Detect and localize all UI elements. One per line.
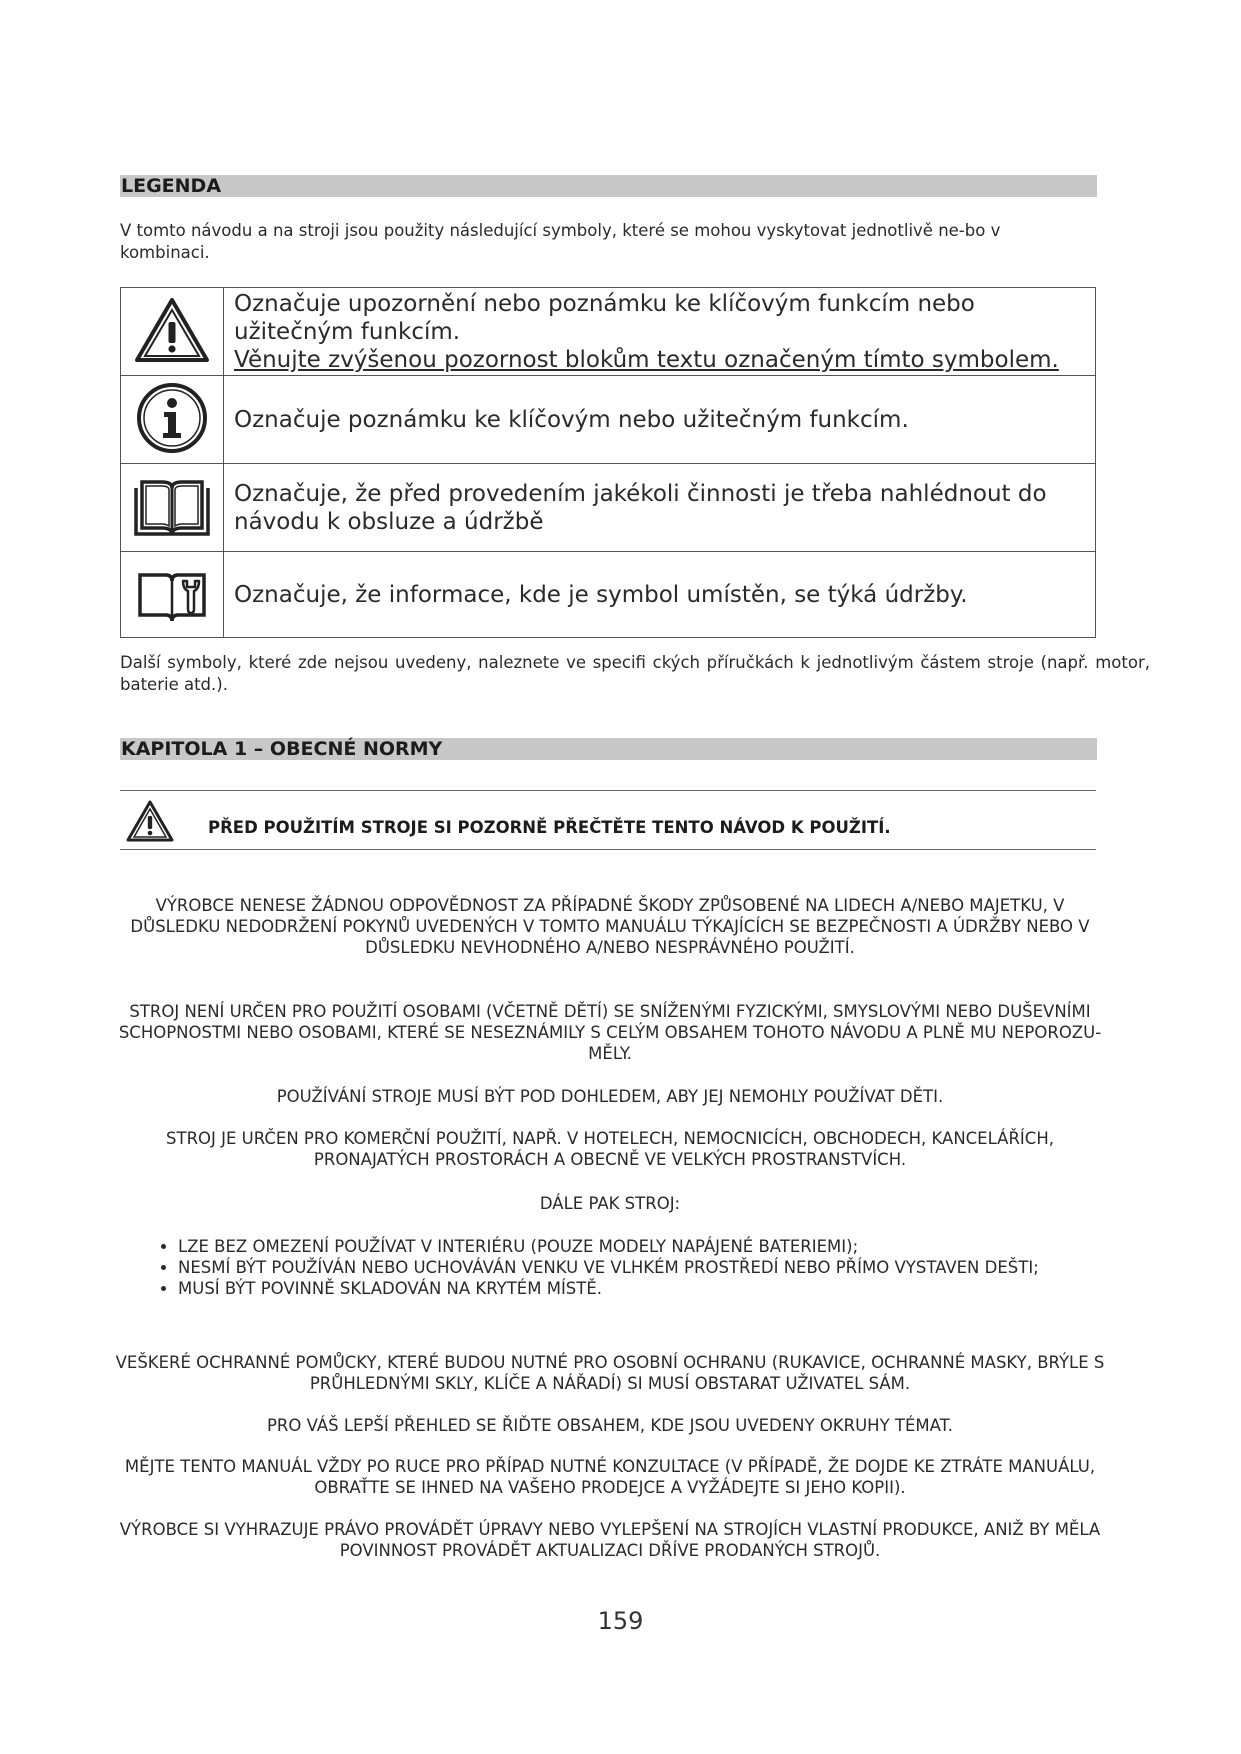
paragraph-furthermore: DÁLE PAK STROJ: — [539, 1194, 681, 1213]
paragraph-commercial-use: STROJ JE URČEN PRO KOMERČNÍ POUŽITÍ, NAPŘ. V HOTELECH, NEMOCNICÍCH, OBCHODECH, KANCELÁŘÍCH, PRONAJATÝCH PROSTORÁCH A OBECNĚ VE VELKÝCH PROSTRANSTVÍCH. — [166, 1129, 1054, 1169]
info-icon — [136, 382, 208, 454]
page-number: 159 — [597, 1607, 644, 1635]
warning-box — [120, 790, 1096, 850]
list-item: • NESMÍ BÝT POUŽÍVÁN NEBO UCHOVÁVÁN VENKU VE VLHKÉM PROSTŘEDÍ NEBO PŘÍMO VYSTAVEN DEŠTI; — [178, 1257, 1148, 1278]
legend-table — [120, 287, 1096, 638]
warning-triangle-icon — [126, 799, 174, 843]
paragraph-keep-manual: MĚJTE TENTO MANUÁL VŽDY PO RUCE PRO PŘÍPAD NUTNÉ KONZULTACE (V PŘÍPADĚ, ŽE DOJDE KE ZTRÁTE MANUÁLU, OBRAŤTE SE IHNED NA VAŠEHO PRODEJCE A VYŽÁDEJTE SI JEHO KOPII). — [124, 1457, 1096, 1497]
legend-intro: V tomto návodu a na stroji jsou použity následující symboly, které se mohou vyskytovat jednotlivě ne-bo v kombinaci. — [120, 221, 1001, 262]
warning-text: PŘED POUŽITÍM STROJE SI POZORNĚ PŘEČTĚTE TENTO NÁVOD K POUŽITÍ. — [208, 818, 891, 837]
list-item: • LZE BEZ OMEZENÍ POUŽÍVAT V INTERIÉRU (POUZE MODELY NAPÁJENÉ BATERIEMI); — [178, 1236, 1148, 1257]
legend-row — [121, 376, 1096, 464]
legend-row — [121, 464, 1096, 552]
paragraph-liability: VÝROBCE NENESE ŽÁDNOU ODPOVĚDNOST ZA PŘÍPADNÉ ŠKODY ZPŮSOBENÉ NA LIDECH A/NEBO MAJETKU, V DŮSLEDKU NEDODRŽENÍ POKYNŮ UVEDENÝCH V TOMTO MANUÁLU TÝKAJÍCÍCH SE BEZPEČNOSTI A ÚDRŽBY NEBO V DŮSLEDKU NEVHODNÉHO A/NEBO NESPRÁVNÉHO POUŽITÍ. — [130, 896, 1090, 957]
maintenance-wrench-icon — [132, 565, 212, 621]
legend-heading: LEGENDA — [120, 175, 1097, 197]
legend-row-text: Označuje, že informace, kde je symbol umístěn, se týká údržby. — [234, 581, 968, 608]
bullet-list — [148, 1236, 1148, 1299]
legend-row-text: Označuje, že před provedením jakékoli činnosti je třeba nahlédnout do návodu k obsluze a údržbě — [234, 480, 1047, 535]
list-item: • MUSÍ BÝT POVINNĚ SKLADOVÁN NA KRYTÉM MÍSTĚ. — [178, 1278, 1148, 1299]
paragraph-protective-equipment: VEŠKERÉ OCHRANNÉ POMŮCKY, KTERÉ BUDOU NUTNÉ PRO OSOBNÍ OCHRANU (RUKAVICE, OCHRANNÉ MASKY, BRÝLE S PRŮHLEDNÝMI SKLY, KLÍČE A NÁŘADÍ) SI MUSÍ OBSTARAT UŽIVATEL SÁM. — [115, 1353, 1105, 1393]
warning-triangle-icon — [134, 296, 210, 364]
legend-row — [121, 288, 1096, 376]
chapter-heading: KAPITOLA 1 – OBECNÉ NORMY — [120, 738, 1097, 760]
paragraph-contents: PRO VÁŠ LEPŠÍ PŘEHLED SE ŘIĎTE OBSAHEM, KDE JSOU UVEDENY OKRUHY TÉMAT. — [266, 1416, 954, 1435]
manual-book-icon — [132, 474, 212, 538]
paragraph-supervision: POUŽÍVÁNÍ STROJE MUSÍ BÝT POD DOHLEDEM, ABY JEJ NEMOHLY POUŽÍVAT DĚTI. — [276, 1087, 944, 1106]
paragraph-persons: STROJ NENÍ URČEN PRO POUŽITÍ OSOBAMI (VČETNĚ DĚTÍ) SE SNÍŽENÝMI FYZICKÝMI, SMYSLOVÝMI NEBO DUŠEVNÍMI SCHOPNOSTMI NEBO OSOBAMI, KTERÉ SE NESEZNÁMILY S CELÝM OBSAHEM TOHOTO NÁVODU A PLNĚ MU NEPOROZU-MĚLY. — [118, 1002, 1102, 1063]
legend-row-emphasis: Věnujte zvýšenou pozornost blokům textu označeným tímto symbolem. — [234, 346, 1059, 373]
legend-row-text: Označuje poznámku ke klíčovým nebo užitečným funkcím. — [234, 406, 909, 433]
legend-row-text: Označuje upozornění nebo poznámku ke klíčovým funkcím nebo užitečným funkcím. — [234, 290, 975, 345]
legend-more-symbols: Další symboly, které zde nejsou uvedeny, naleznete ve specifi ckých příručkách k jednotlivým částem stroje (např. motor, baterie atd.). — [120, 653, 1150, 694]
legend-row — [121, 552, 1096, 638]
paragraph-manufacturer-rights: VÝROBCE SI VYHRAZUJE PRÁVO PROVÁDĚT ÚPRAVY NEBO VYLEPŠENÍ NA STROJÍCH VLASTNÍ PRODUKCE, ANIŽ BY MĚLA POVINNOST PROVÁDĚT AKTUALIZACI DŘÍVE PRODANÝCH STROJŮ. — [119, 1520, 1101, 1560]
